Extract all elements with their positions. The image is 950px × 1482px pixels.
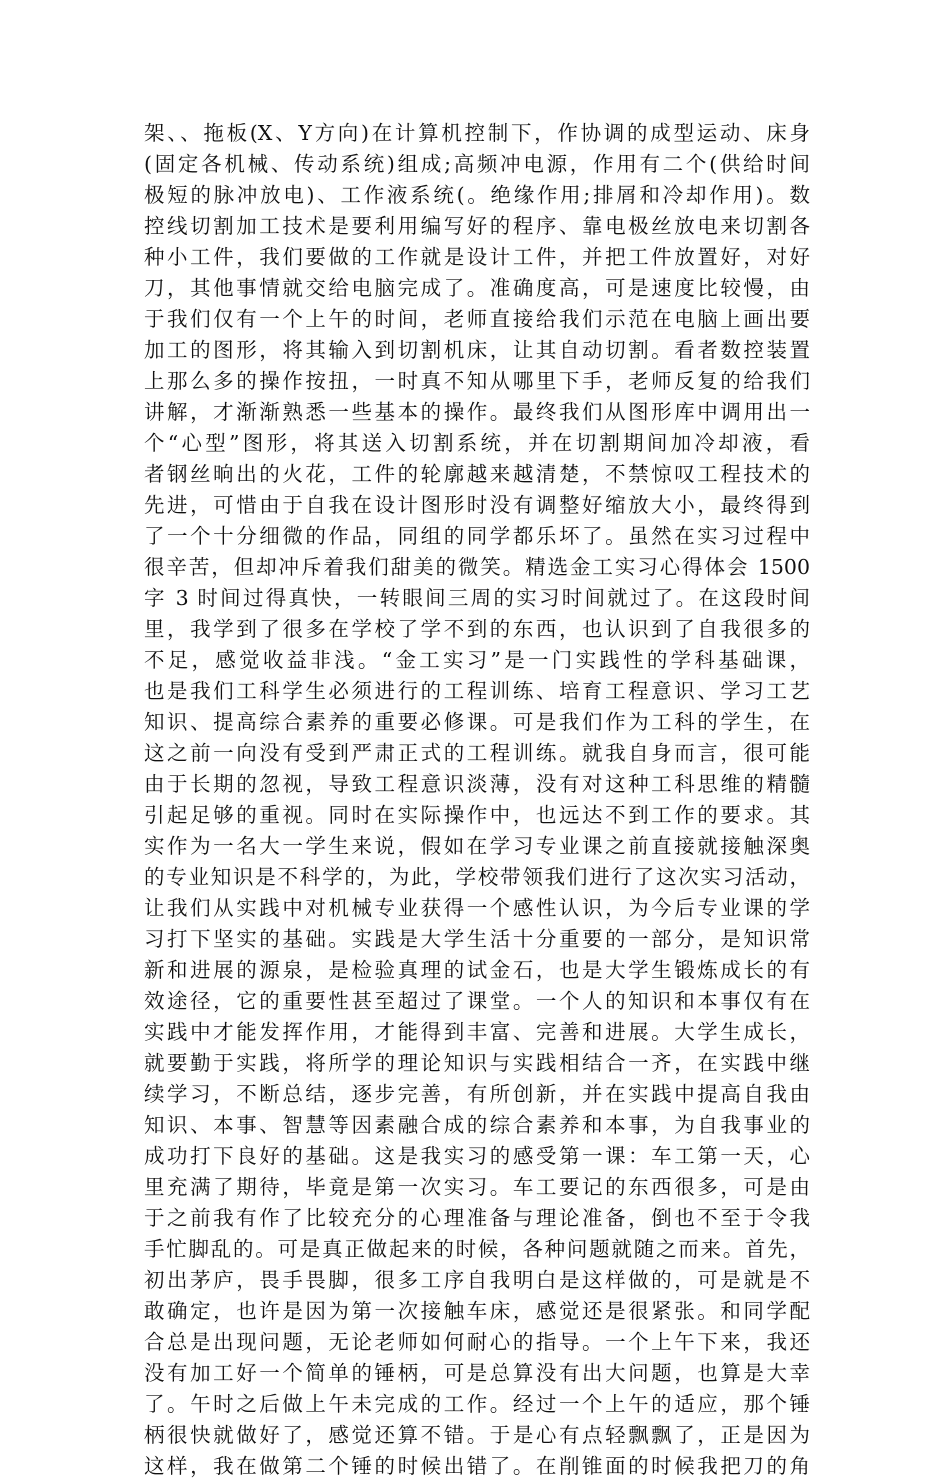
text-line: 字 3 时间过得真快，一转眼间三周的实习时间就过了。在这段时间 — [144, 586, 810, 610]
text-line: 的专业知识是不科学的，为此，学校带领我们进行了这次实习活动， — [144, 865, 810, 889]
text-line: 很辛苦，但却冲斥着我们甜美的微笑。精选金工实习心得体会 1500 — [144, 555, 810, 579]
text-line: 里，我学到了很多在学校了学不到的东西，也认识到了自我很多的 — [144, 617, 810, 641]
text-line: 引起足够的重视。同时在实际操作中，也远达不到工作的要求。其 — [144, 803, 810, 827]
text-line: 了。午时之后做上午未完成的工作。经过一个上午的适应，那个锤 — [144, 1392, 810, 1416]
text-line: 刀，其他事情就交给电脑完成了。准确度高，可是速度比较慢，由 — [144, 276, 810, 300]
text-line: 成功打下良好的基础。这是我实习的感受第一课：车工第一天，心 — [144, 1144, 810, 1168]
text-line: 实作为一名大一学生来说，假如在学习专业课之前直接就接触深奥 — [144, 834, 810, 858]
text-line: 里充满了期待，毕竟是第一次实习。车工要记的东西很多，可是由 — [144, 1175, 810, 1199]
body-text — [144, 118, 810, 1482]
text-line: 新和进展的源泉，是检验真理的试金石，也是大学生锻炼成长的有 — [144, 958, 810, 982]
text-line: 初出茅庐，畏手畏脚，很多工序自我明白是这样做的，可是就是不 — [144, 1268, 810, 1292]
text-line: 极短的脉冲放电)、工作液系统(。绝缘作用;排屑和冷却作用)。数 — [144, 183, 810, 207]
text-line: 效途径，它的重要性甚至超过了课堂。一个人的知识和本事仅有在 — [144, 989, 810, 1013]
text-line: 习打下坚实的基础。实践是大学生活十分重要的一部分，是知识常 — [144, 927, 810, 951]
text-line: 于我们仅有一个上午的时间，老师直接给我们示范在电脑上画出要 — [144, 307, 810, 331]
text-line: 控线切割加工技术是要利用编写好的程序、靠电极丝放电来切割各 — [144, 214, 810, 238]
text-line: 个“心型”图形，将其送入切割系统，并在切割期间加冷却液，看 — [144, 431, 810, 455]
text-line: 这之前一向没有受到严肃正式的工程训练。就我自身而言，很可能 — [144, 741, 810, 765]
text-line: 种小工件，我们要做的工作就是设计工件，并把工件放置好，对好 — [144, 245, 810, 269]
text-line: 加工的图形，将其输入到切割机床，让其自动切割。看者数控装置 — [144, 338, 810, 362]
text-line: 上那么多的操作按扭，一时真不知从哪里下手，老师反复的给我们 — [144, 369, 810, 393]
text-line: 由于长期的忽视，导致工程意识淡薄，没有对这种工科思维的精髓 — [144, 772, 810, 796]
text-line: 知识、本事、智慧等因素融合成的综合素养和本事，为自我事业的 — [144, 1113, 810, 1137]
text-line: 架、、拖板(X、Y方向)在计算机控制下，作协调的成型运动、床身 — [144, 121, 810, 145]
text-line: 也是我们工科学生必须进行的工程训练、培育工程意识、学习工艺 — [144, 679, 810, 703]
text-line: (固定各机械、传动系统)组成;高频冲电源，作用有二个(供给时间 — [144, 152, 810, 176]
text-line: 者钢丝晌出的火花，工件的轮廓越来越清楚，不禁惊叹工程技术的 — [144, 462, 810, 486]
text-line: 没有加工好一个简单的锤柄，可是总算没有出大问题，也算是大幸 — [144, 1361, 810, 1385]
text-line: 续学习，不断总结，逐步完善，有所创新，并在实践中提高自我由 — [144, 1082, 810, 1106]
text-line: 柄很快就做好了，感觉还算不错。于是心有点轻飘飘了，正是因为 — [144, 1423, 810, 1447]
text-line: 这样，我在做第二个锤的时候出错了。在削锥面的时候我把刀的角 — [144, 1454, 810, 1478]
text-line: 先进，可惜由于自我在设计图形时没有调整好缩放大小，最终得到 — [144, 493, 810, 517]
text-line: 知识、提高综合素养的重要必修课。可是我们作为工科的学生，在 — [144, 710, 810, 734]
text-line: 了一个十分细微的作品，同组的同学都乐坏了。虽然在实习过程中 — [144, 524, 810, 548]
text-line: 讲解，才渐渐熟悉一些基本的操作。最终我们从图形库中调用出一 — [144, 400, 810, 424]
text-line: 实践中才能发挥作用，才能得到丰富、完善和进展。大学生成长， — [144, 1020, 810, 1044]
text-line: 就要勤于实践，将所学的理论知识与实践相结合一齐，在实践中继 — [144, 1051, 810, 1075]
text-line: 合总是出现问题，无论老师如何耐心的指导。一个上午下来，我还 — [144, 1330, 810, 1354]
text-line: 不足，感觉收益非浅。“金工实习”是一门实践性的学科基础课， — [144, 648, 810, 672]
text-line: 手忙脚乱的。可是真正做起来的时候，各种问题就随之而来。首先， — [144, 1237, 810, 1261]
text-line: 敢确定，也许是因为第一次接触车床，感觉还是很紧张。和同学配 — [144, 1299, 810, 1323]
text-line: 让我们从实践中对机械专业获得一个感性认识，为今后专业课的学 — [144, 896, 810, 920]
text-line: 于之前我有作了比较充分的心理准备与理论准备，倒也不至于令我 — [144, 1206, 810, 1230]
